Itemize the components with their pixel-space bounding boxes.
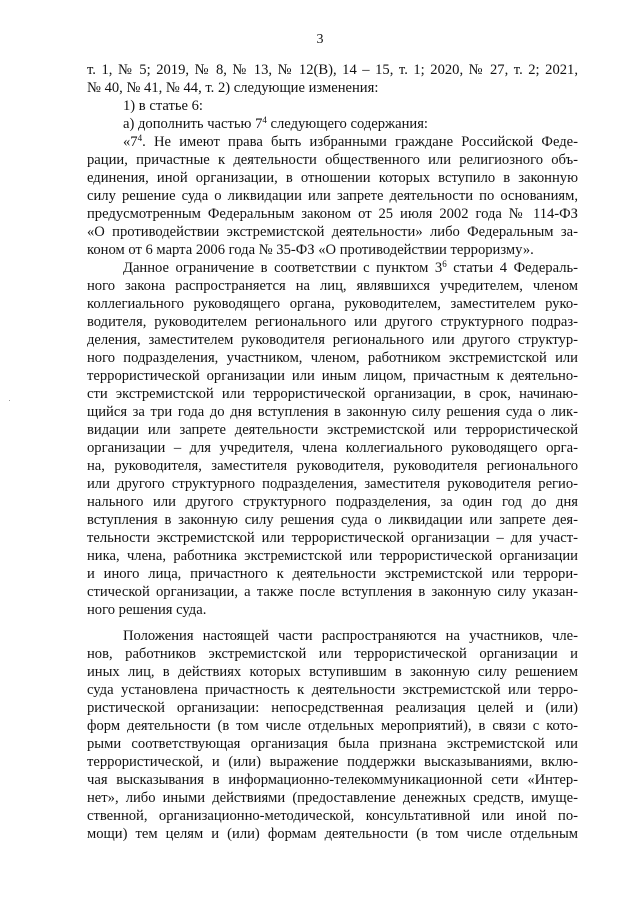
text-line [87, 97, 578, 115]
line-text: чая высказывания в информационно-телекоммуникационной сети «Интер- [87, 772, 578, 788]
line-text: 1) в статье 6: [123, 98, 203, 114]
line-text: ного подразделения, участником, членом, работником экстремистской или [87, 350, 578, 366]
superscript-number: 4 [137, 133, 143, 143]
text-line [87, 241, 578, 259]
text-line [87, 151, 578, 169]
text-line [87, 61, 578, 79]
document-body [87, 61, 578, 843]
line-text: на, руководителя, заместителя руководителя, руководителя регионального [87, 458, 578, 474]
text-line [87, 565, 578, 583]
line-text: ного закона распространяется на лиц, являвшихся учредителем, членом [87, 278, 578, 294]
line-text: рыми соответствующая организация была признана экстремистской или [87, 736, 578, 752]
text-line [87, 529, 578, 547]
line-text: щийся за три года до дня вступления в законную силу решения суда о лик- [87, 404, 578, 420]
text-line [87, 295, 578, 313]
line-text: силу решение суда о ликвидации или запрете деятельности по основаниям, [87, 188, 578, 204]
text-line [87, 547, 578, 565]
line-text: коном от 6 марта 2006 года № 35-ФЗ «О противодействии терроризму». [87, 242, 534, 258]
text-line [87, 169, 578, 187]
text-line [87, 771, 578, 789]
line-text: водителя, руководителем регионального или другого структурного подраз- [87, 314, 578, 330]
line-text: ного решения суда. [87, 602, 207, 618]
text-line [87, 645, 578, 663]
line-text-continuation: статьи 4 Федераль- [446, 260, 579, 276]
text-line [87, 475, 578, 493]
line-text: суда установлена причастность к деятельности экстремистской или терро- [87, 682, 578, 698]
line-text: ристической организации: непосредственная реализация целей и (или) [87, 700, 578, 716]
text-line [87, 825, 578, 843]
line-text: коллегиального руководящего органа, руководителем, заместителем руко- [87, 296, 578, 312]
line-text: стической организации, а также после вступления в законную силу указан- [87, 584, 578, 600]
text-line [87, 205, 578, 223]
page-number: 3 [316, 32, 324, 47]
line-text: организации – для учредителя, члена коллегиального руководящего орга- [87, 440, 578, 456]
line-text: форм деятельности (в том числе отдельных мероприятий), в связи с кото- [87, 718, 578, 734]
text-line [87, 277, 578, 295]
line-text: видации или запрете деятельности экстремистской или террористической [87, 422, 578, 438]
text-line [87, 331, 578, 349]
text-line [87, 753, 578, 771]
text-line [87, 385, 578, 403]
line-text: нет», либо иными действиями (предоставление денежных средств, имуще- [87, 790, 578, 806]
line-text: нального или другого структурного подразделения, за один год до дня [87, 494, 578, 510]
text-line [87, 223, 578, 241]
line-text: предусмотренным Федеральным законом от 25 июля 2002 года № 114-ФЗ [87, 206, 578, 222]
line-text: деления, заместителем руководителя регионального или другого структур- [87, 332, 578, 348]
line-text: и иного лица, причастного к деятельности экстремистской или террори- [87, 566, 578, 582]
line-text: «7 [123, 134, 138, 150]
line-text: а) дополнить частью 7 [123, 116, 263, 132]
text-line [87, 403, 578, 421]
text-line [87, 187, 578, 205]
line-text: «О противодействии экстремистской деятельности» либо Федеральным за- [87, 224, 578, 240]
text-line [87, 421, 578, 439]
text-line [87, 133, 578, 151]
text-line [87, 583, 578, 601]
text-line [87, 457, 578, 475]
line-text: тельности экстремистской или террористической организации – для участ- [87, 530, 578, 546]
text-line [87, 79, 578, 97]
text-line [87, 681, 578, 699]
text-line [87, 807, 578, 825]
paragraph-gap [87, 619, 578, 627]
line-text: или другого структурного подразделения, заместителя руководителя регио- [87, 476, 578, 492]
line-text: рации, причастные к деятельности общественного или религиозного объ- [87, 152, 578, 168]
line-text: Положения настоящей части распространяются на участников, чле- [123, 628, 578, 644]
line-text-continuation: следующего содержания: [266, 116, 428, 132]
text-line [87, 367, 578, 385]
line-text: вступления в законную силу решения суда о ликвидации или запрете дея- [87, 512, 578, 528]
line-text: ника, члена, работника экстремистской или террористической организации [87, 548, 578, 564]
line-text: № 40, № 41, № 44, т. 2) следующие изменения: [87, 80, 379, 96]
line-text: единения, иной организации, в отношении которых вступило в законную [87, 170, 578, 186]
text-line [87, 717, 578, 735]
text-line [87, 789, 578, 807]
text-line [87, 699, 578, 717]
line-text: мощи) тем целям и (или) формам деятельности (в том числе отдельным [87, 826, 578, 842]
text-line [87, 601, 578, 619]
text-line [87, 115, 578, 133]
line-text: террористической, и (или) выражение поддержки высказываниями, вклю- [87, 754, 578, 770]
line-text: иных лиц, в действиях которых вступившим в законную силу решением [87, 664, 578, 680]
line-text: нов, работников экстремистской или террористической организации и [87, 646, 578, 662]
line-text: ственной, организационно-методической, консультативной или иной по- [87, 808, 578, 824]
line-text: т. 1, № 5; 2019, № 8, № 13, № 12(В), 14 – 15, т. 1; 2020, № 27, т. 2; 2021, [87, 62, 578, 78]
text-line [87, 735, 578, 753]
text-line [87, 313, 578, 331]
line-text-continuation: . Не имеют права быть избранными граждане Российской Феде- [142, 134, 578, 150]
text-line [87, 259, 578, 277]
text-line [87, 511, 578, 529]
text-line [87, 493, 578, 511]
line-text: террористической организации или иным лицом, причастным к деятельно- [87, 368, 578, 384]
line-text: Данное ограничение в соответствии с пунктом 3 [123, 260, 443, 276]
text-line [87, 439, 578, 457]
text-line [87, 627, 578, 645]
line-text: сти экстремистской или террористической организации, в срок, начинаю- [87, 386, 578, 402]
margin-speck [9, 400, 10, 401]
superscript-number: 6 [442, 259, 447, 269]
text-line [87, 349, 578, 367]
text-line [87, 663, 578, 681]
superscript-number: 4 [262, 115, 267, 125]
